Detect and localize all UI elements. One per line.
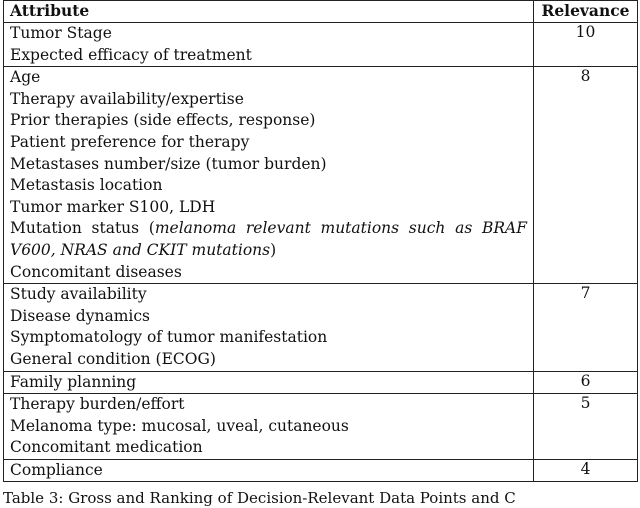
attribute-item: Expected efficacy of treatment (10, 45, 252, 64)
attribute-relevance-table (3, 0, 638, 482)
table-row (4, 23, 638, 67)
attribute-item: Therapy burden/effort (10, 395, 185, 414)
attribute-item-suffix: ) (270, 240, 277, 259)
attribute-column-header: Attribute (4, 1, 534, 23)
attribute-item: Metastases number/size (tumor burden) (10, 154, 327, 173)
attribute-item: Therapy availability/expertise (10, 89, 244, 108)
attribute-cell (4, 23, 534, 67)
relevance-cell: 10 (534, 23, 638, 67)
table-row (4, 459, 638, 482)
attribute-item: Disease dynamics (10, 306, 150, 325)
table-row (4, 371, 638, 394)
attribute-cell (4, 284, 534, 371)
attribute-item: Metastasis location (10, 176, 163, 195)
attribute-item: Concomitant medication (10, 438, 203, 457)
relevance-cell: 6 (534, 371, 638, 394)
attribute-item: Melanoma type: mucosal, uveal, cutaneous (10, 416, 349, 435)
attribute-item-italic: melanoma relevant mutations such as BRAF V600, NRAS and CKIT mutations (10, 219, 527, 259)
table-caption: Table 3: Gross and Ranking of Decision-Relevant Data Points and C (3, 489, 516, 507)
attribute-item: Tumor Stage (10, 24, 112, 42)
attribute-cell (4, 394, 534, 460)
attribute-item: Family planning (10, 372, 137, 391)
attribute-item: Prior therapies (side effects, response) (10, 111, 316, 130)
table-row (4, 394, 638, 460)
table-row (4, 284, 638, 371)
table-header-row (4, 1, 638, 23)
attribute-item: Age (10, 68, 41, 87)
attribute-item: Study availability (10, 285, 147, 304)
relevance-cell: 7 (534, 284, 638, 371)
attribute-cell (4, 459, 534, 482)
attribute-item-prefix: Mutation status ( (10, 219, 155, 238)
attribute-cell (4, 371, 534, 394)
relevance-cell: 4 (534, 459, 638, 482)
attribute-item: Compliance (10, 460, 103, 479)
attribute-cell (4, 67, 534, 284)
attribute-item: General condition (ECOG) (10, 349, 216, 368)
relevance-cell: 8 (534, 67, 638, 284)
table-row (4, 67, 638, 284)
attribute-item (10, 218, 527, 261)
relevance-column-header: Relevance (534, 1, 638, 23)
attribute-item: Concomitant diseases (10, 262, 182, 281)
attribute-item: Symptomatology of tumor manifestation (10, 328, 328, 347)
attribute-item: Patient preference for therapy (10, 132, 250, 151)
relevance-cell: 5 (534, 394, 638, 460)
attribute-item: Tumor marker S100, LDH (10, 197, 216, 216)
